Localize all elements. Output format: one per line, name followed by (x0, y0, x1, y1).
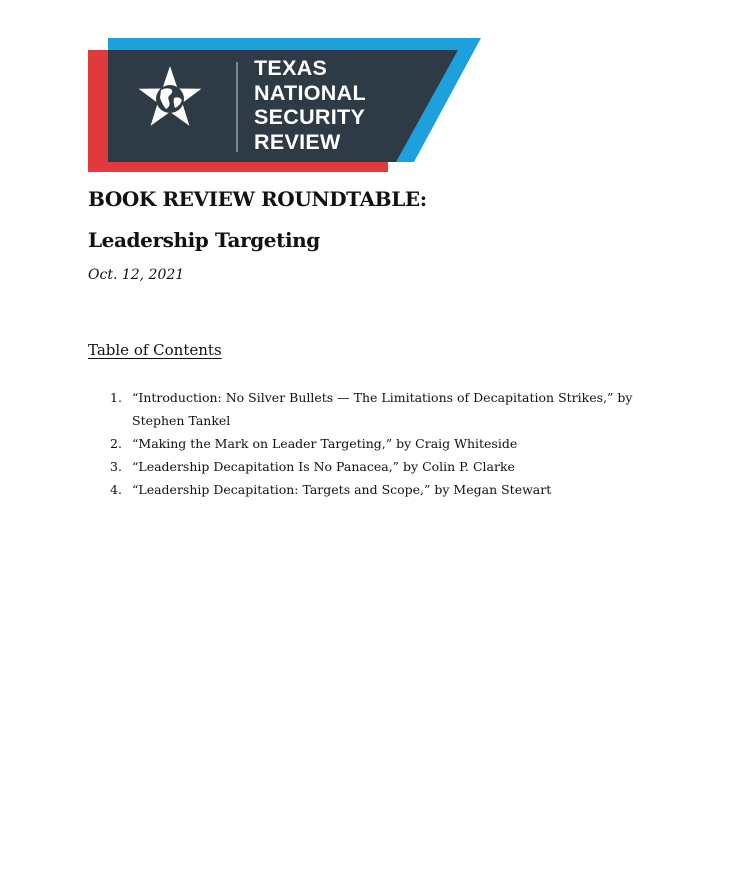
tnsr-logo (88, 38, 483, 174)
toc-item-text[interactable]: “Leadership Decapitation Is No Panacea,” by Colin P. Clarke (132, 459, 515, 474)
logo-line: TEXAS (254, 56, 328, 80)
toc-item-number: 2. (110, 436, 122, 451)
toc-item-number: 1. (110, 390, 122, 405)
toc-heading: Table of Contents (88, 341, 222, 359)
toc-item[interactable] (88, 478, 648, 501)
toc-item[interactable] (88, 455, 648, 478)
toc-list (88, 386, 648, 501)
publication-date: Oct. 12, 2021 (88, 267, 185, 283)
logo-line: REVIEW (254, 129, 341, 154)
toc-item[interactable] (88, 432, 648, 455)
toc-item[interactable] (88, 386, 648, 432)
toc-item-number: 3. (110, 459, 122, 474)
logo-line: SECURITY (254, 105, 366, 129)
logo-line: NATIONAL (254, 80, 366, 105)
page-title: BOOK REVIEW ROUNDTABLE: (88, 187, 427, 211)
page-subtitle: Leadership Targeting (88, 228, 320, 252)
toc-item-text[interactable]: “Introduction: No Silver Bullets — The Limitations of Decapitation Strikes,” by Stephen Tankel (132, 390, 633, 428)
logo-wordmark (254, 56, 366, 154)
toc-item-text[interactable]: “Leadership Decapitation: Targets and Scope,” by Megan Stewart (132, 482, 552, 497)
toc-item-text[interactable]: “Making the Mark on Leader Targeting,” by Craig Whiteside (132, 436, 518, 451)
toc-item-number: 4. (110, 482, 122, 497)
